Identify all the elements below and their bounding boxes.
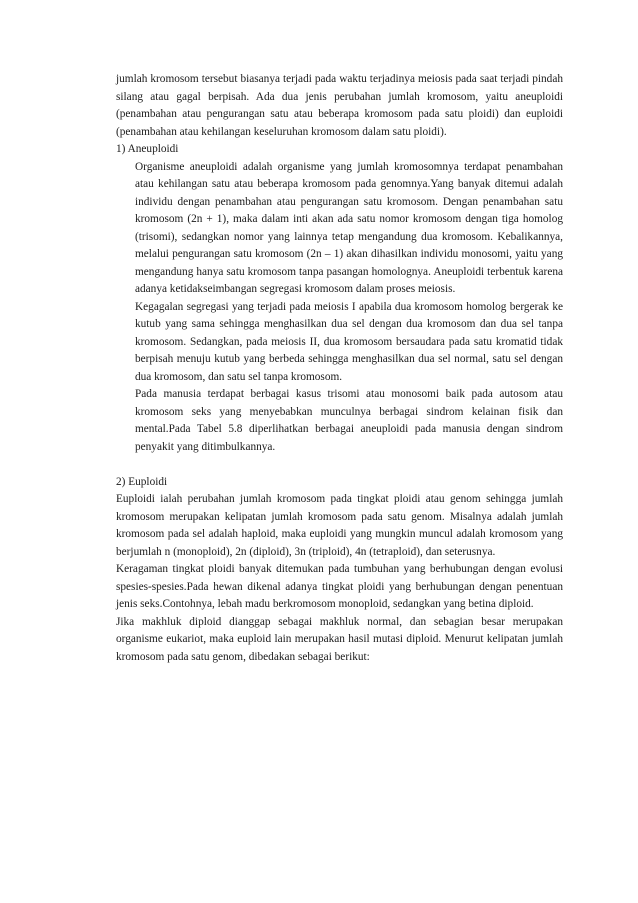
- euploidi-paragraph-3: Jika makhluk diploid dianggap sebagai makhluk normal, dan sebagian besar merupakan organisme eukariot, maka euploid lain merupakan hasil mutasi diploid. Menurut kelipatan jumlah kromosom pada satu genom, dibedakan sebagai berikut:: [116, 615, 563, 663]
- document-body: [116, 71, 563, 666]
- euploidi-paragraph-1: Euploidi ialah perubahan jumlah kromosom pada tingkat ploidi atau genom sehingga jumlah kromosom merupakan kelipatan jumlah kromosom pada satu genom. Misalnya adalah jumlah kromosom pada sel adalah haploid, maka euploidi yang mungkin muncul adalah kromosom yang berjumlah n (monoploid), 2n (diploid), 3n (triploid), 4n (tetraploid), dan seterusnya.: [116, 493, 563, 558]
- aneuploidi-paragraph-2: Kegagalan segregasi yang terjadi pada meiosis I apabila dua kromosom homolog bergerak ke kutub yang sama sehingga menghasilkan dua sel dengan dua kromosom dan dua sel tanpa kromosom. Sedangkan, pada meiosis II, dua kromosom bersaudara pada satu kromatid tidak berpisah menuju kutub yang berbeda sehingga menghasilkan dua sel normal, satu sel dengan dua kromosom, dan satu sel tanpa kromosom.: [135, 300, 563, 383]
- section-heading-euploidi: 2) Euploidi: [116, 475, 168, 488]
- euploidi-paragraph-2: Keragaman tingkat ploidi banyak ditemukan pada tumbuhan yang berhubungan dengan evolusi spesies-spesies.Pada hewan dikenal adanya tingkat ploidi yang berhubungan dengan penentuan jenis seks.Contohnya, lebah madu berkromosom monoploid, sedangkan yang betina diploid.: [116, 563, 563, 610]
- aneuploidi-paragraph-1: Organisme aneuploidi adalah organisme yang jumlah kromosomnya terdapat penambahan atau kehilangan satu atau beberapa kromosom pada genomnya.Yang banyak ditemui adalah individu dengan penambahan atau pengurangan satu kromosom. Dengan penambahan satu kromosom (2n + 1), maka dalam inti akan ada satu nomor kromosom dengan tiga homolog (trisomi), sedangkan nomor yang lainnya tetap mengandung dua kromosom. Kebalikannya, melalui pengurangan satu kromosom (2n – 1) akan dihasilkan individu monosomi, yaitu yang mengandung hanya satu kromosom tanpa pasangan homolognya. Aneuploidi terbentuk karena adanya ketidakseimbangan segregasi kromosom dalam proses meiosis.: [135, 160, 563, 295]
- aneuploidi-paragraph-3: Pada manusia terdapat berbagai kasus trisomi atau monosomi baik pada autosom atau kromosom seks yang menyebabkan munculnya berbagai sindrom kelainan fisik dan mental.Pada Tabel 5.8 diperlihatkan berbagai aneuploidi pada manusia dengan sindrom penyakit yang ditimbulkannya.: [135, 388, 563, 453]
- intro-paragraph: jumlah kromosom tersebut biasanya terjadi pada waktu terjadinya meiosis pada saat terjadi pindah silang atau gagal berpisah. Ada dua jenis perubahan jumlah kromosom, yaitu aneuploidi (penambahan atau pengurangan satu atau beberapa kromosom pada satu ploidi) dan euploidi (penambahan atau kehilangan keseluruhan kromosom dalam satu ploidi).: [116, 73, 563, 138]
- section-heading-aneuploidi: 1) Aneuploidi: [116, 143, 179, 155]
- section-spacer: [116, 456, 563, 474]
